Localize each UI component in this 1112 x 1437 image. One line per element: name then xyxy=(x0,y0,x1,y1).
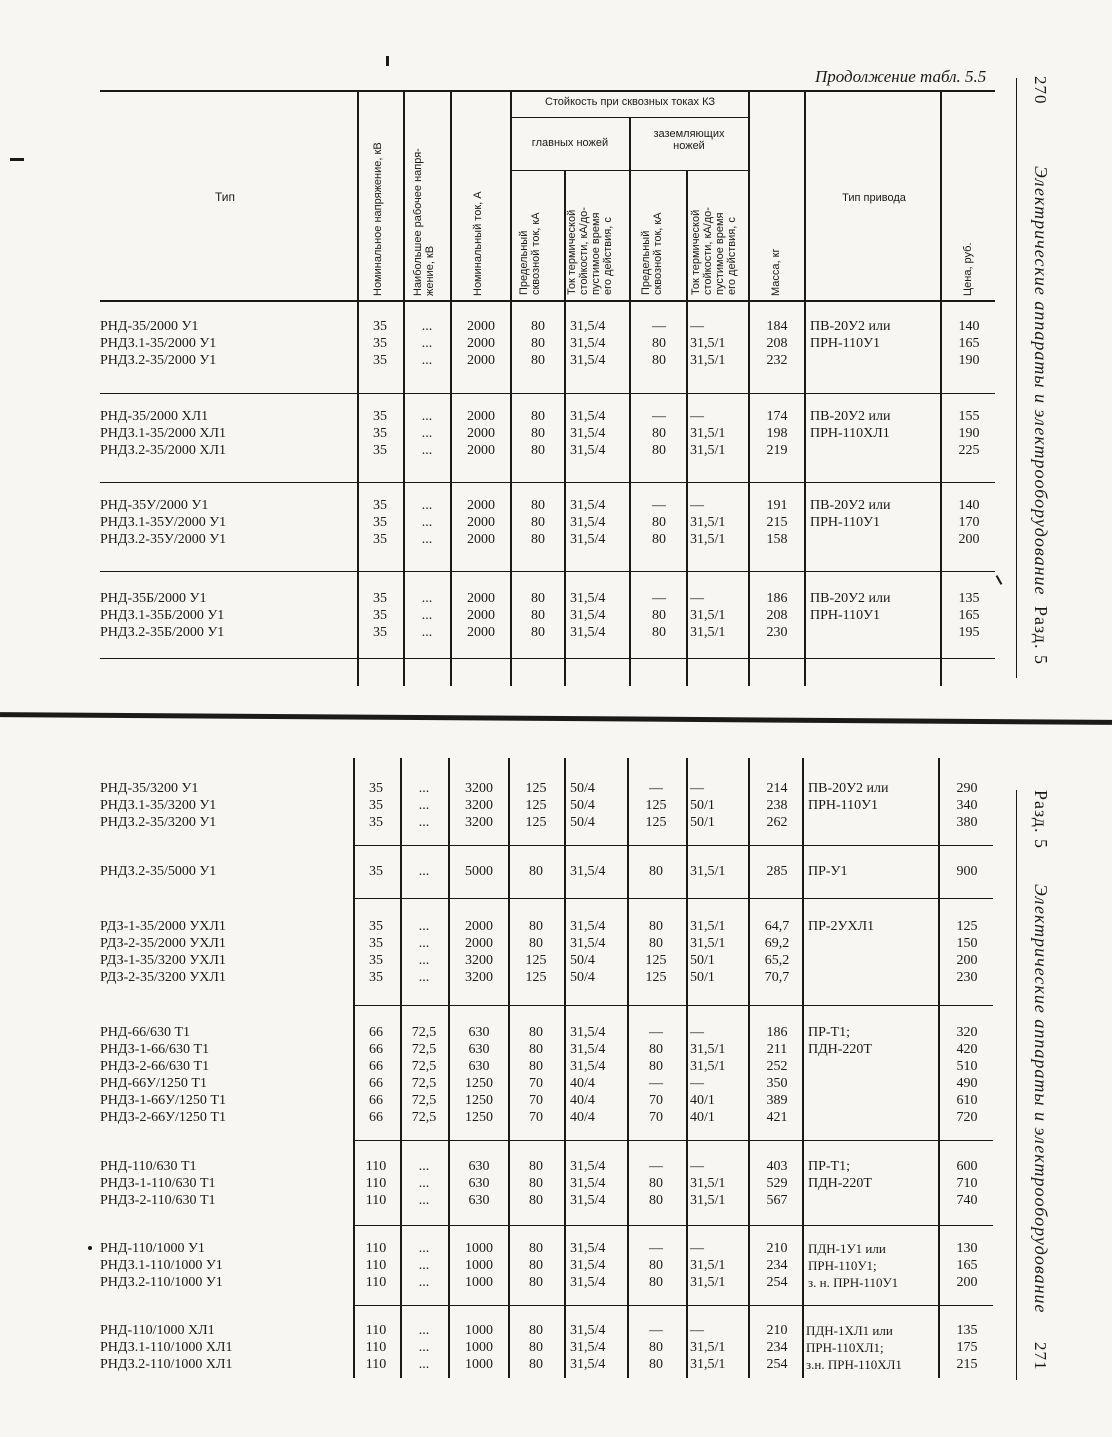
cell-main-thermal: 31,5/4 31,5/4 31,5/4 40/4 40/4 40/4 xyxy=(570,1025,606,1125)
row-types: РНД-35/2000 У1 РНДЗ.1-35/2000 У1 РНДЗ.2-35/2000 У1 xyxy=(100,319,217,368)
row-types: РНД-35/3200 У1 РНДЗ.1-35/3200 У1 РНДЗ.2-35/3200 У1 xyxy=(100,781,217,830)
cell-main-through: 80 80 125 125 xyxy=(525,919,547,985)
header-ground-knives: заземляющих ножей xyxy=(653,128,725,152)
cell-price: 135 175 215 xyxy=(956,1323,978,1372)
cell-mass: 191 215 158 xyxy=(766,498,788,547)
group-rule xyxy=(353,1305,993,1306)
cell-drive: ПВ-20У2 или ПРН-110ХЛ1 xyxy=(810,409,891,441)
cell-ground-thermal: 31,5/1 31,5/1 50/1 50/1 xyxy=(690,919,726,985)
col-rule xyxy=(802,758,804,1378)
cell-i-nom: 2000 2000 2000 xyxy=(467,498,495,547)
cell-main-through: 80 80 80 xyxy=(529,1159,543,1208)
header-main-knives: главных ножей xyxy=(531,137,609,149)
row-types: РДЗ-1-35/2000 УХЛ1 РДЗ-2-35/2000 УХЛ1 РДЗ-1-35/3200 УХЛ1 РДЗ-2-35/3200 УХЛ1 xyxy=(100,919,226,985)
cell-main-thermal: 31,5/4 31,5/4 31,5/4 xyxy=(570,319,606,368)
cell-ground-thermal: — 31,5/1 31,5/1 xyxy=(690,1241,726,1290)
col-rule xyxy=(748,90,750,686)
cell-main-through: 80 xyxy=(529,864,543,879)
cell-main-thermal: 31,5/4 31,5/4 31,5/4 xyxy=(570,498,606,547)
cell-i-nom: 630 630 630 xyxy=(468,1159,490,1208)
side-rule-bottom xyxy=(1016,790,1017,1380)
group-rule xyxy=(353,1225,993,1226)
col-rule xyxy=(450,90,452,686)
col-rule xyxy=(564,170,566,686)
cell-mass: 285 xyxy=(766,864,788,879)
group-rule xyxy=(100,393,995,394)
scan-mark xyxy=(88,1246,92,1250)
cell-price: 130 165 200 xyxy=(956,1241,978,1290)
header-mass: Масса, кг xyxy=(770,248,782,296)
cell-u-max: ... ... ... xyxy=(421,319,433,368)
cell-i-nom: 2000 2000 2000 xyxy=(467,591,495,640)
header-top-rule xyxy=(100,90,995,92)
cell-u-max: ... ... ... xyxy=(421,498,433,547)
cell-u-nom: 35 xyxy=(369,864,383,879)
cell-ground-thermal: — 31,5/1 31,5/1 xyxy=(690,591,726,640)
header-u-nom: Номинальное напряжение, кВ xyxy=(372,142,384,296)
cell-u-max: ... ... ... xyxy=(421,591,433,640)
group-rule xyxy=(353,1005,993,1006)
cell-u-nom: 35 35 35 xyxy=(373,319,387,368)
cell-main-thermal: 31,5/4 31,5/4 31,5/4 xyxy=(570,591,606,640)
header-i-nom: Номинальный ток, А xyxy=(472,191,484,296)
cell-main-through: 80 80 80 xyxy=(529,1241,543,1290)
cell-main-thermal: 31,5/4 31,5/4 31,5/4 xyxy=(570,1241,606,1290)
group-rule xyxy=(100,482,995,483)
cell-ground-through: — 80 80 xyxy=(652,409,666,458)
cell-drive: ПР-Т1; ПДН-220Т xyxy=(808,1159,872,1191)
header-short-circuit-group: Стойкость при сквозных токах КЗ xyxy=(544,96,716,108)
cell-price: 135 165 195 xyxy=(958,591,980,640)
cell-main-thermal: 31,5/4 31,5/4 31,5/4 xyxy=(570,409,606,458)
cell-ground-through: — 80 80 xyxy=(652,319,666,368)
cell-i-nom: 3200 3200 3200 xyxy=(465,781,493,830)
cell-u-max: 72,5 72,5 72,5 72,5 72,5 72,5 xyxy=(411,1025,437,1125)
cell-ground-thermal: — 31,5/1 31,5/1 — 40/1 40/1 xyxy=(690,1025,726,1125)
cell-ground-through: — 80 80 — 70 70 xyxy=(649,1025,663,1125)
group-rule xyxy=(100,658,995,659)
page-number-bottom: 271 xyxy=(1031,1342,1050,1371)
row-types: РНД-66/630 Т1 РНДЗ-1-66/630 Т1 РНДЗ-2-66/630 Т1 РНД-66У/1250 Т1 РНДЗ-1-66У/1250 Т1 РНДЗ-2-66У/1250 Т1 xyxy=(100,1025,226,1125)
running-title-bottom: Электрические аппараты и электрооборудование xyxy=(1031,884,1051,1314)
side-rule-top xyxy=(1016,78,1017,678)
cell-drive: ПДН-1У1 или ПРН-110У1; з. н. ПРН-110У1 xyxy=(808,1241,899,1290)
cell-main-thermal: 50/4 50/4 50/4 xyxy=(570,781,595,830)
cell-i-nom: 2000 2000 2000 xyxy=(467,319,495,368)
row-types: РНД-110/1000 ХЛ1 РНДЗ.1-110/1000 ХЛ1 РНДЗ.2-110/1000 ХЛ1 xyxy=(100,1323,233,1372)
group-rule xyxy=(100,571,995,572)
page-number-top: 270 xyxy=(1031,76,1050,105)
col-rule xyxy=(400,758,402,1378)
cell-i-nom: 1000 1000 1000 xyxy=(465,1323,493,1372)
cell-drive: ПР-2УХЛ1 xyxy=(808,919,875,934)
cell-i-nom: 630 630 630 1250 1250 1250 xyxy=(465,1025,493,1125)
cell-main-thermal: 31,5/4 31,5/4 31,5/4 xyxy=(570,1323,606,1372)
cell-drive: ПДН-1ХЛ1 или ПРН-110ХЛ1; з.н. ПРН-110ХЛ1 xyxy=(806,1323,902,1372)
cell-mass: 403 529 567 xyxy=(766,1159,788,1208)
group-rule xyxy=(353,898,993,899)
cell-drive: ПВ-20У2 или ПРН-110У1 xyxy=(810,319,891,351)
header-main-through-current: Предельный сквозной ток, кА xyxy=(518,212,542,295)
header-ground-thermal-current: Ток термической стойкости, кА/до- пустимое время его действия, с xyxy=(690,207,738,295)
cell-ground-thermal: — 31,5/1 31,5/1 xyxy=(690,498,726,547)
scan-mark xyxy=(386,56,389,66)
col-rule xyxy=(403,90,405,686)
cell-main-through: 80 80 80 xyxy=(529,1323,543,1372)
cell-mass: 186 211 252 350 389 421 xyxy=(766,1025,788,1125)
cell-drive: ПР-У1 xyxy=(808,864,848,879)
cell-i-nom: 1000 1000 1000 xyxy=(465,1241,493,1290)
row-types: РНДЗ.2-35/5000 У1 xyxy=(100,864,217,879)
cell-u-max: ... ... ... xyxy=(421,409,433,458)
col-rule xyxy=(357,90,359,686)
cell-ground-through: — 80 80 xyxy=(649,1159,663,1208)
cell-mass: 214 238 262 xyxy=(766,781,788,830)
cell-price: 600 710 740 xyxy=(956,1159,978,1208)
cell-price: 140 170 200 xyxy=(958,498,980,547)
section-label-bottom: Разд. 5 xyxy=(1031,790,1051,849)
section-label-top: Разд. 5 xyxy=(1031,606,1051,665)
col-rule xyxy=(748,758,750,1378)
cell-u-nom: 35 35 35 xyxy=(373,498,387,547)
cell-u-max: ... ... ... xyxy=(418,781,430,830)
col-rule xyxy=(804,90,806,686)
cell-i-nom: 2000 2000 3200 3200 xyxy=(465,919,493,985)
cell-main-through: 80 80 80 xyxy=(531,319,545,368)
cell-ground-through: — 80 80 xyxy=(649,1241,663,1290)
cell-u-max: ... ... ... xyxy=(418,1159,430,1208)
cell-mass: 210 234 254 xyxy=(766,1323,788,1372)
cell-ground-through: 80 xyxy=(649,864,663,879)
cell-ground-thermal: 31,5/1 xyxy=(690,864,726,879)
cell-u-nom: 35 35 35 xyxy=(373,409,387,458)
cell-mass: 174 198 219 xyxy=(766,409,788,458)
cell-u-max: ... ... ... xyxy=(418,1241,430,1290)
cell-drive: ПР-Т1; ПДН-220Т xyxy=(808,1025,872,1057)
group-rule xyxy=(353,1140,993,1141)
col-rule xyxy=(353,758,355,1378)
cell-ground-thermal: — 31,5/1 31,5/1 xyxy=(690,319,726,368)
cell-u-max: ... ... ... xyxy=(418,1323,430,1372)
cell-ground-through: — 125 125 xyxy=(645,781,667,830)
cell-u-nom: 110 110 110 xyxy=(365,1323,387,1372)
cell-price: 155 190 225 xyxy=(958,409,980,458)
cell-i-nom: 5000 xyxy=(465,864,493,879)
cell-drive: ПВ-20У2 или ПРН-110У1 xyxy=(810,498,891,530)
cell-ground-thermal: — 31,5/1 31,5/1 xyxy=(690,1323,726,1372)
cell-u-nom: 35 35 35 35 xyxy=(369,919,383,985)
row-types: РНД-110/1000 У1 РНДЗ.1-110/1000 У1 РНДЗ.2-110/1000 У1 xyxy=(100,1241,223,1290)
header-ground-through-current: Предельный сквозной ток, кА xyxy=(640,212,664,295)
cell-main-through: 80 80 80 xyxy=(531,498,545,547)
header-u-max: Наибольшее рабочее напря- жение, кВ xyxy=(412,148,436,296)
cell-main-through: 80 80 80 xyxy=(531,409,545,458)
cell-u-max: ... xyxy=(418,864,430,879)
cell-u-max: ... ... ... ... xyxy=(418,919,430,985)
cell-ground-through: 80 80 125 125 xyxy=(645,919,667,985)
cell-i-nom: 2000 2000 2000 xyxy=(467,409,495,458)
cell-price: 900 xyxy=(956,864,978,879)
cell-price: 125 150 200 230 xyxy=(956,919,978,985)
cell-main-thermal: 31,5/4 31,5/4 31,5/4 xyxy=(570,1159,606,1208)
cell-ground-through: — 80 80 xyxy=(652,591,666,640)
row-types: РНД-35/2000 ХЛ1 РНДЗ.1-35/2000 ХЛ1 РНДЗ.2-35/2000 ХЛ1 xyxy=(100,409,226,458)
row-types: РНД-35Б/2000 У1 РНДЗ.1-35Б/2000 У1 РНДЗ.2-35Б/2000 У1 xyxy=(100,591,225,640)
cell-u-nom: 35 35 35 xyxy=(373,591,387,640)
table-caption: Продолжение табл. 5.5 xyxy=(815,67,987,86)
cell-mass: 64,7 69,2 65,2 70,7 xyxy=(764,919,790,985)
cell-ground-through: — 80 80 xyxy=(652,498,666,547)
cell-u-nom: 110 110 110 xyxy=(365,1241,387,1290)
cell-main-thermal: 31,5/4 31,5/4 50/4 50/4 xyxy=(570,919,606,985)
cell-main-through: 80 80 80 70 70 70 xyxy=(529,1025,543,1125)
cell-ground-thermal: — 50/1 50/1 xyxy=(690,781,715,830)
group-rule xyxy=(353,845,993,846)
cell-price: 140 165 190 xyxy=(958,319,980,368)
scan-mark xyxy=(996,575,1003,585)
scan-mark xyxy=(10,158,24,161)
row-types: РНД-35У/2000 У1 РНДЗ.1-35У/2000 У1 РНДЗ.2-35У/2000 У1 xyxy=(100,498,227,547)
cell-ground-through: — 80 80 xyxy=(649,1323,663,1372)
cell-u-nom: 66 66 66 66 66 66 xyxy=(369,1025,383,1125)
cell-drive: ПВ-20У2 или ПРН-110У1 xyxy=(810,591,891,623)
cell-mass: 210 234 254 xyxy=(766,1241,788,1290)
cell-mass: 184 208 232 xyxy=(766,319,788,368)
cell-main-through: 80 80 80 xyxy=(531,591,545,640)
cell-ground-thermal: — 31,5/1 31,5/1 xyxy=(690,409,726,458)
row-types: РНД-110/630 Т1 РНДЗ-1-110/630 Т1 РНДЗ-2-110/630 Т1 xyxy=(100,1159,216,1208)
col-rule xyxy=(564,758,566,1378)
running-title-top: Электрические аппараты и электрооборудование xyxy=(1031,166,1051,596)
cell-u-nom: 35 35 35 xyxy=(369,781,383,830)
header-bottom-rule xyxy=(100,300,995,302)
header-drive: Тип привода xyxy=(842,192,906,204)
cell-drive: ПВ-20У2 или ПРН-110У1 xyxy=(808,781,889,813)
header-price: Цена, руб. xyxy=(962,242,974,296)
cell-main-thermal: 31,5/4 xyxy=(570,864,606,879)
col-rule xyxy=(448,758,450,1378)
cell-price: 320 420 510 490 610 720 xyxy=(956,1025,978,1125)
cell-main-through: 125 125 125 xyxy=(525,781,547,830)
col-rule xyxy=(686,758,688,1378)
header-main-thermal-current: Ток термической стойкости, кА/до- пустимое время его действия, с xyxy=(566,207,614,295)
header-type: Тип xyxy=(214,190,235,204)
cell-price: 290 340 380 xyxy=(956,781,978,830)
cell-u-nom: 110 110 110 xyxy=(365,1159,387,1208)
cell-mass: 186 208 230 xyxy=(766,591,788,640)
col-rule xyxy=(686,170,688,686)
cell-ground-thermal: — 31,5/1 31,5/1 xyxy=(690,1159,726,1208)
